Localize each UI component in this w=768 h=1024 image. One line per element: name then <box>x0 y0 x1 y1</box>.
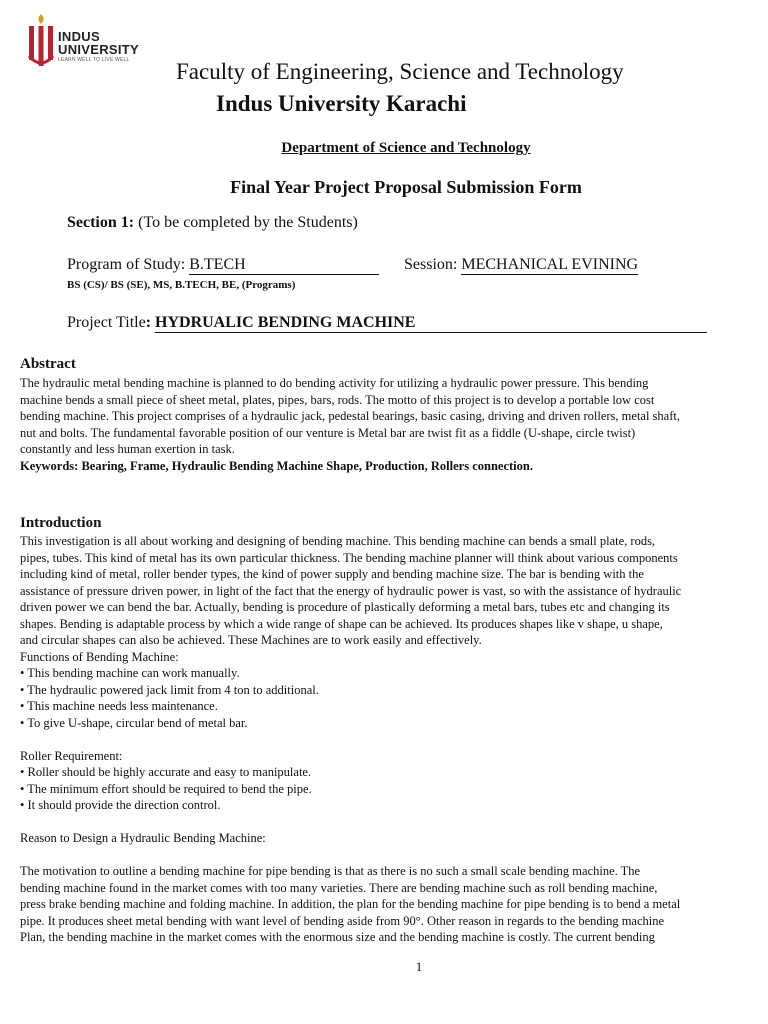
programs-note: BS (CS)/ BS (SE), MS, B.TECH, BE, (Programs) <box>67 279 296 291</box>
spacer <box>20 814 760 831</box>
roller-item: • The minimum effort should be required to bend the pipe. <box>20 781 312 796</box>
intro-line: including kind of metal, roller bender types, the kind of power supply and bending machine size. The bar is bending with the <box>20 567 644 581</box>
project-title-colon: : <box>145 314 152 331</box>
functions-item: • To give U-shape, circular bend of metal bar. <box>20 715 248 730</box>
section-note: (To be completed by the Students) <box>134 214 358 231</box>
section-number: Section 1: <box>67 214 135 231</box>
introduction-heading: Introduction <box>20 515 102 531</box>
session-value: MECHANICAL EVINING <box>461 256 639 273</box>
reason-line: The motivation to outline a bending machine for pipe bending is that as there is no such a small scale bending machine. The <box>20 864 641 878</box>
reason-line: press brake bending machine and folding machine. In addition, the plan for the bending machine for pipe bending is to bend a metal <box>20 897 681 911</box>
faculty-title: Faculty of Engineering, Science and Technology <box>176 59 624 84</box>
session <box>404 255 638 275</box>
reason-line: bending machine found in the market comes with too many varieties. There are bending machine such as roll bending machine, <box>20 880 658 895</box>
university-logo <box>26 12 166 68</box>
department-heading: Department of Science and Technology <box>281 140 531 156</box>
abstract-body <box>20 375 760 474</box>
keywords: Keywords: Bearing, Frame, Hydraulic Bending Machine Shape, Production, Rollers connection. <box>20 458 533 473</box>
logo-tagline: LEARN WELL TO LIVE WELL <box>58 57 130 63</box>
reason-line: Plan, the bending machine in the market comes with the enormous size and the bending machine is costly. The current bending <box>20 930 655 944</box>
intro-line: pipes, tubes. This kind of metal has its own particular thickness. The bending machine planner will think about various components <box>20 550 678 565</box>
reason-line: pipe. It produces sheet metal bending with want level of bending aside from 90°. Other reason in regards to the bending machine <box>20 913 665 928</box>
session-label: Session: <box>404 256 462 273</box>
reason-heading: Reason to Design a Hydraulic Bending Machine: <box>20 831 266 845</box>
abstract-line: constantly and less human exertion in task. <box>20 442 235 456</box>
project-title-value: HYDRUALIC BENDING MACHINE <box>155 314 707 333</box>
functions-item: • This bending machine can work manually. <box>20 666 240 680</box>
roller-item: • It should provide the direction control. <box>20 798 221 812</box>
abstract-line: machine bends a small piece of sheet metal, plates, pipes, bars, rods. The motto of this project is to develop a portable low cost <box>20 392 655 407</box>
form-title: Final Year Project Proposal Submission Form <box>230 177 582 197</box>
section-label <box>67 213 358 233</box>
spacer <box>20 731 760 748</box>
roller-heading: Roller Requirement: <box>20 748 123 763</box>
program-of-study <box>67 255 379 275</box>
spacer <box>20 847 760 864</box>
program-value: B.TECH <box>189 256 379 275</box>
functions-item: • The hydraulic powered jack limit from 4 ton to additional. <box>20 682 319 697</box>
abstract-heading: Abstract <box>20 356 76 372</box>
intro-line: driven power we can bend the bar. Actually, bending is procedure of plastically deforming a metal bars, tubes etc and changing its <box>20 600 670 614</box>
logo-name-line2: UNIVERSITY <box>58 42 140 57</box>
intro-line: shapes. Bending is adaptable process by which a wide range of shape can be achieved. Its produces shapes like v shape, u shape, <box>20 616 663 631</box>
logo-name-line1: INDUS <box>58 29 100 44</box>
functions-heading: Functions of Bending Machine: <box>20 649 179 664</box>
program-label: Program of Study: <box>67 256 190 273</box>
intro-line: assistance of pressure driven power, in light of the fact that the energy of hydraulic power is vast, so with the assistance of hydraulic <box>20 583 682 598</box>
abstract-line: bending machine. This project comprises of a hydraulic jack, pedestal bearings, basic casing, driving and driven rollers, metal shaft, <box>20 409 680 423</box>
intro-line: and circular shapes can also be achieved. These Machines are to work easily and effectively. <box>20 633 482 647</box>
logo-emblem-icon <box>26 12 56 68</box>
abstract-line: nut and bolts. The fundamental favorable position of our venture is Metal bar are twist fit as a fiddle (U-shape, circle twist) <box>20 425 636 440</box>
functions-item: • This machine needs less maintenance. <box>20 699 218 713</box>
intro-line: This investigation is all about working and designing of bending machine. This bending machine can bends a small plate, rods, <box>20 534 656 548</box>
abstract-line: The hydraulic metal bending machine is planned to do bending activity for utilizing a hydraulic power pressure. This bending <box>20 376 649 390</box>
introduction-body <box>20 533 760 946</box>
page-number: 1 <box>415 959 423 974</box>
roller-item: • Roller should be highly accurate and easy to manipulate. <box>20 765 312 779</box>
project-title <box>67 313 707 333</box>
project-title-label: Project Title <box>67 314 146 331</box>
university-title: Indus University Karachi <box>216 91 467 116</box>
